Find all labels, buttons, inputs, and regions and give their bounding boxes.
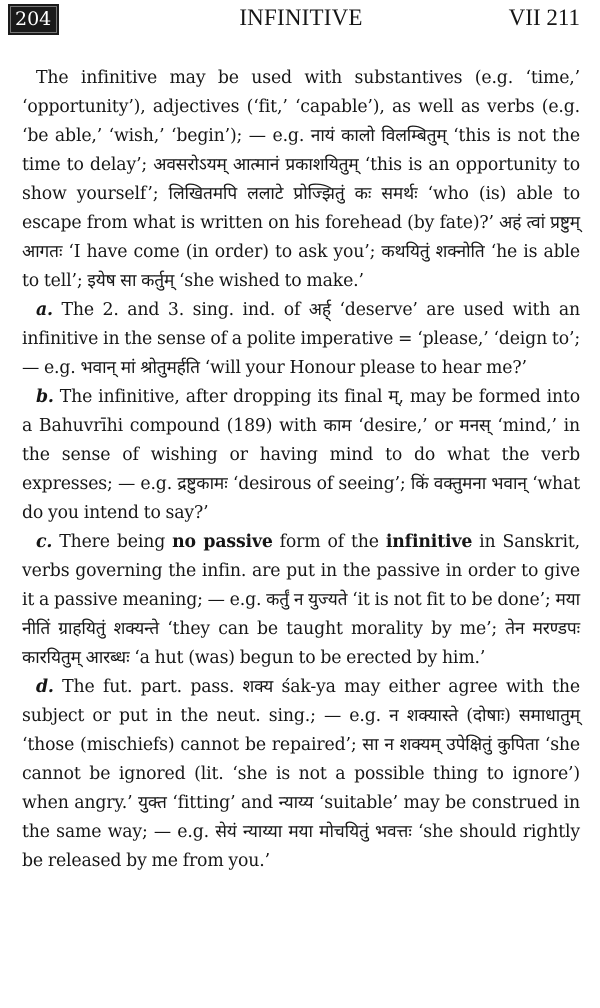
bold-term: infinitive [385,532,473,552]
section-reference: VII 211 [508,5,580,30]
paragraph-text: The infinitive, after dropping its final म्, may be formed into a Bahuvrīhi compound (189) with काम ‘desire,’ or मनस् ‘mind,’ in the sense of wishing or having mind to do what the verb expresses; — e.g. द्रष्टुकामः ‘desirous of seeing’; किं वक्तुमना भवान् ‘what do you intend to say?’ [22,387,580,523]
paragraph-c [22,528,580,673]
running-header [15,2,580,34]
paragraph-text: The 2. and 3. sing. ind. of अर्ह् ‘deserve’ are used with an infinitive in the sense of a polite imperative = ‘please,’ ‘deign to’; — e.g. भवान् मां श्रोतुमर्हति ‘will your Honour please to hear me?’ [22,300,580,378]
paragraph-intro [22,64,580,296]
page-number: 204 [8,4,59,35]
paragraph-label: c. [36,532,53,552]
paragraph-b [22,383,580,528]
paragraph-text: There being [52,532,173,552]
paragraph-label: a. [36,300,53,320]
paragraph-label: b. [36,387,54,407]
paragraph-text: in Sanskrit, verbs governing the infin. are put in the passive in order to give it a passive meaning; — e.g. कर्तुं न युज्यते ‘it is not fit to be done’; मया नीतिं ग्राहयितुं शक्यन्ते ‘they can be taught morality by me’; तेन मरण्डपः कारयितुम् आरब्धः ‘a hut (was) begun to be erected by him.’ [22,532,581,668]
running-title: INFINITIVE [239,5,363,30]
paragraph-label: d. [36,677,54,697]
paragraph-d [22,673,580,876]
page-body [22,64,580,876]
paragraph-text: The fut. part. pass. शक्य śak-ya may either agree with the subject or put in the neut. sing.; — e.g. न शक्यास्ते (दोषाः) समाधातुम् ‘those (mischiefs) cannot be repaired’; सा न शक्यम् उपेक्षितुं कुपिता ‘she cannot be ignored (lit. ‘she is not a possible thing to ignore’) when angry.’ युक्त ‘fitting’ and न्याय्य ‘suitable’ may be construed in the same way; — e.g. सेयं न्याय्या मया मोचयितुं भवत्तः ‘she should rightly be released by me from you.’ [22,677,580,871]
paragraph-text: The infinitive may be used with substantives (e.g. ‘time,’ ‘opportunity’), adjectives (‘fit,’ ‘capable’), as well as verbs (e.g. ‘be able,’ ‘wish,’ ‘begin’); — e.g. नायं कालो विलम्बितुम् ‘this is not the time to delay’; अवसरोऽयम् आत्मानं प्रकाशयितुम् ‘this is an opportunity to show yourself’; लिखितमपि ललाटे प्रोज्झितुं कः समर्थः ‘who (is) able to escape from what is written on his forehead (by fate)?’ अहं त्वां प्रष्टुम् आगतः ‘I have come (in order) to ask you’; कथयितुं शक्नोति ‘he is able to tell’; इयेष सा कर्तुम् ‘she wished to make.’ [22,68,580,291]
bold-term: no passive [172,532,273,552]
paragraph-text: form of the [272,532,386,552]
paragraph-a [22,296,580,383]
